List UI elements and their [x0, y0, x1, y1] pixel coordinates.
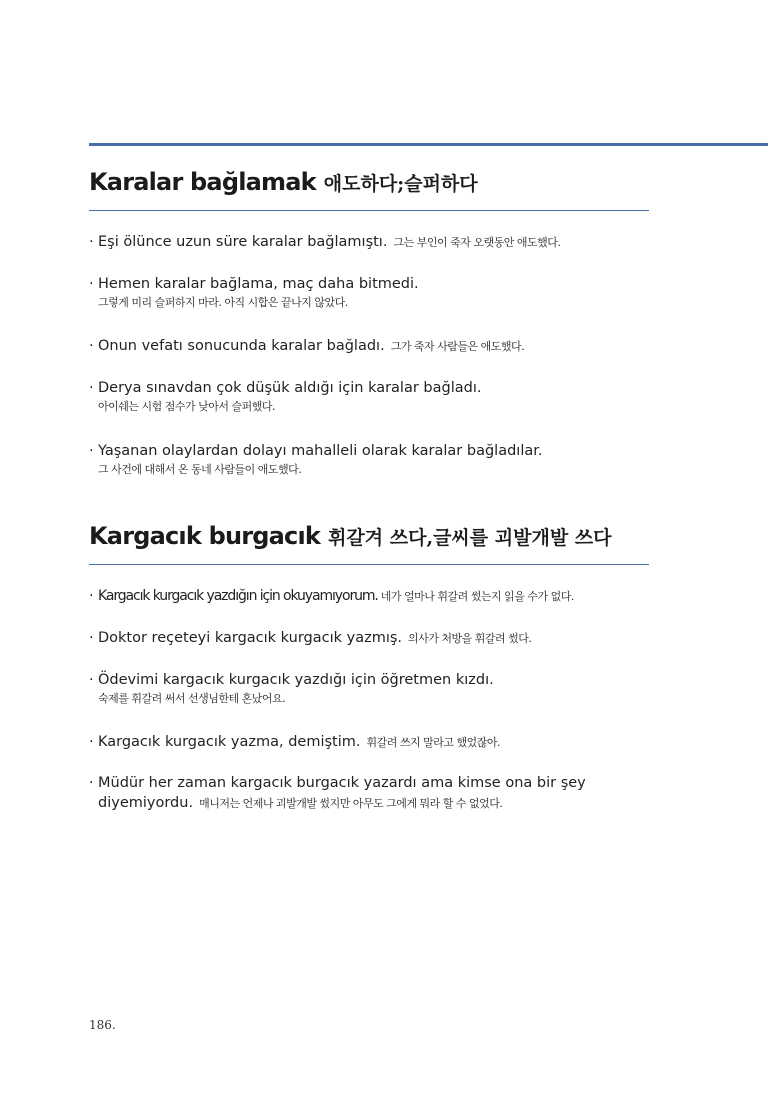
section-heading	[89, 168, 649, 196]
bullet: ·	[89, 338, 94, 354]
bullet: ·	[89, 734, 94, 750]
idiom-title: Kargacık burgacık	[89, 522, 321, 550]
bullet: ·	[89, 588, 94, 604]
section-heading	[89, 522, 649, 550]
heading-rule	[89, 564, 649, 565]
example-item	[89, 336, 524, 357]
example-turkish-line1: Müdür her zaman kargacık burgacık yazardı ama kimse ona bir şey	[98, 775, 586, 791]
example-turkish: Eşi ölünce uzun süre karalar bağlamıştı.	[98, 234, 388, 250]
top-rule	[89, 143, 768, 146]
bullet: ·	[89, 630, 94, 646]
example-item	[89, 670, 494, 707]
example-turkish-line2-wrap	[98, 793, 586, 814]
example-turkish: Hemen karalar bağlama, maç daha bitmedi.	[98, 276, 419, 292]
example-korean: 네가 얼마나 휘갈려 썼는지 읽을 수가 없다.	[380, 590, 574, 603]
example-turkish: Kargacık kurgacık yazma, demiştim.	[98, 734, 361, 750]
bullet: ·	[89, 276, 94, 292]
example-turkish: Onun vefatı sonucunda karalar bağladı.	[98, 338, 385, 354]
example-item	[89, 274, 419, 311]
example-korean: 그렇게 미리 슬퍼하지 마라. 아직 시합은 끝나지 않았다.	[98, 296, 348, 309]
example-korean: 숙제를 휘갈려 써서 선생님한테 혼났어요.	[98, 692, 286, 705]
example-korean: 그 사건에 대해서 온 동네 사람들이 애도했다.	[98, 463, 302, 476]
idiom-translation: 애도하다;슬퍼하다	[323, 173, 478, 195]
example-item	[89, 732, 500, 753]
example-item	[89, 232, 560, 253]
bullet: ·	[89, 443, 94, 459]
example-item	[89, 441, 542, 478]
page-number: 186.	[89, 1018, 116, 1032]
example-item	[89, 628, 531, 649]
example-korean: 의사가 처방을 휘갈려 썼다.	[408, 632, 532, 645]
example-turkish: Kargacık kurgacık yazdığın için okuyamıyorum.	[98, 588, 378, 604]
example-korean: 아이쉐는 시험 점수가 낮아서 슬퍼했다.	[98, 400, 275, 413]
section-karalar-baglamak	[89, 168, 649, 211]
idiom-title: Karalar bağlamak	[89, 168, 316, 196]
example-item	[89, 773, 586, 814]
bullet: ·	[89, 380, 94, 396]
example-turkish-line2: diyemiyordu.	[98, 795, 194, 811]
example-turkish: Ödevimi kargacık kurgacık yazdığı için öğretmen kızdı.	[98, 672, 494, 688]
example-item	[89, 586, 574, 607]
example-turkish: Doktor reçeteyi kargacık kurgacık yazmış.	[98, 630, 403, 646]
section-kargacik-burgacik	[89, 522, 649, 565]
example-korean: 매니저는 언제나 괴발개발 썼지만 아무도 그에게 뭐라 할 수 없었다.	[199, 797, 503, 810]
example-korean: 그는 부인이 죽자 오랫동안 애도했다.	[393, 236, 561, 249]
example-turkish: Yaşanan olaylardan dolayı mahalleli olarak karalar bağladılar.	[98, 443, 543, 459]
example-turkish: Derya sınavdan çok düşük aldığı için karalar bağladı.	[98, 380, 482, 396]
example-korean: 그가 죽자 사람들은 애도했다.	[390, 340, 525, 353]
bullet: ·	[89, 775, 94, 791]
example-korean: 휘갈려 쓰지 말라고 했었잖아.	[366, 736, 500, 749]
idiom-translation: 휘갈겨 쓰다,글씨를 괴발개발 쓰다	[328, 527, 612, 549]
heading-rule	[89, 210, 649, 211]
bullet: ·	[89, 234, 94, 250]
example-item	[89, 378, 481, 415]
bullet: ·	[89, 672, 94, 688]
